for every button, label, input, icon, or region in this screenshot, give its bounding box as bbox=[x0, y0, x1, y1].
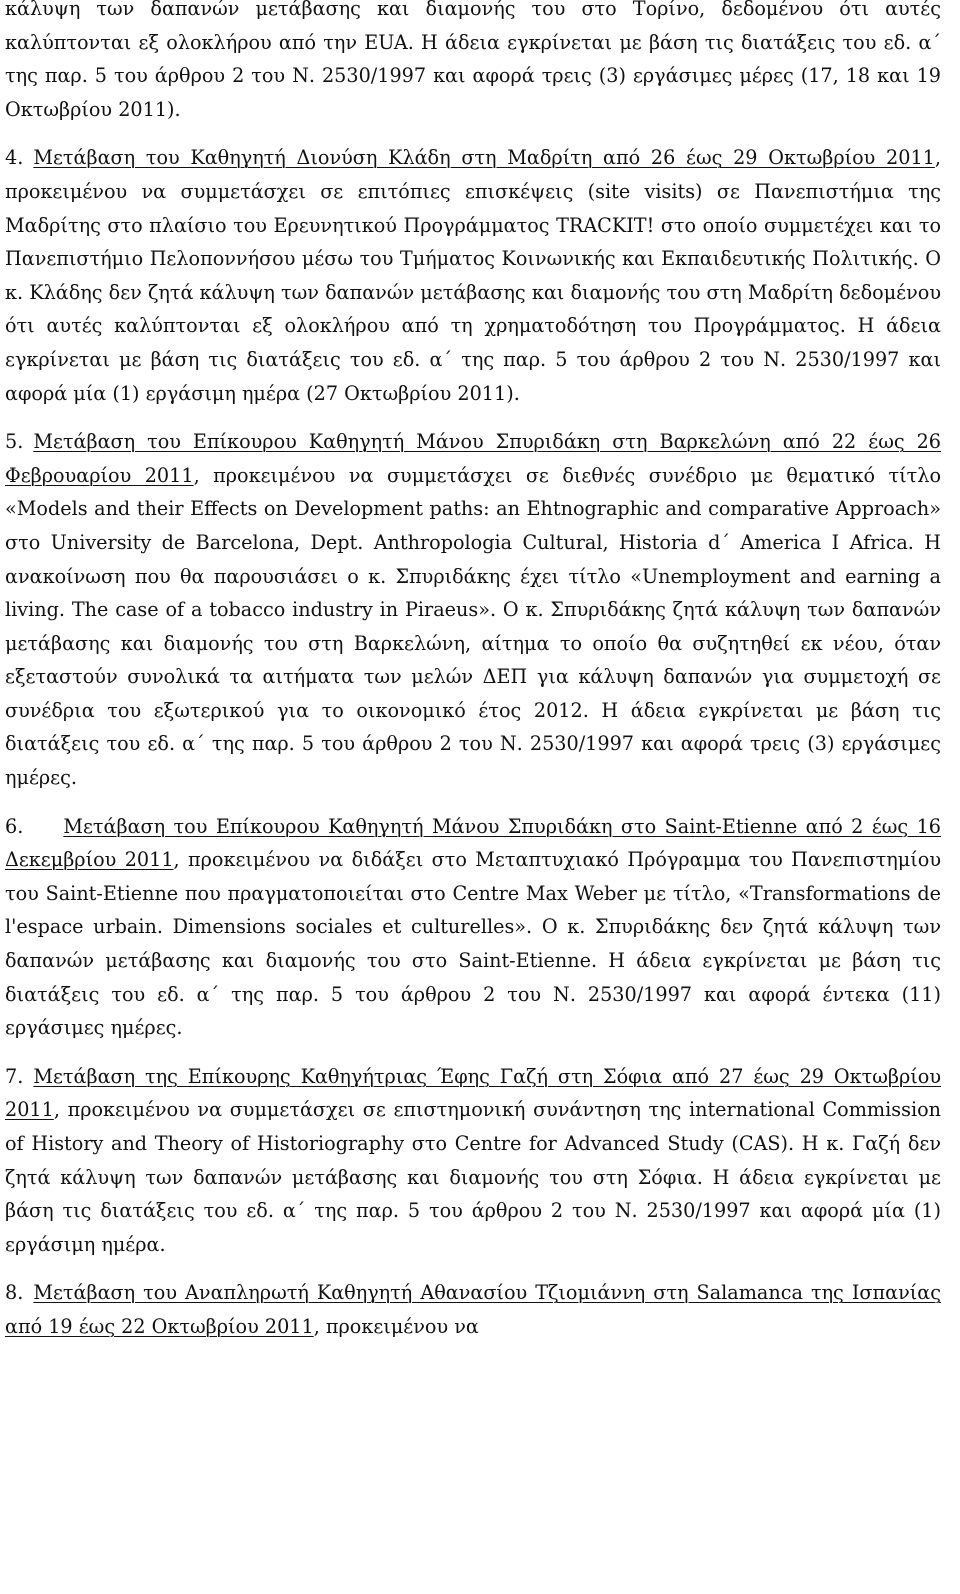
paragraph-4 bbox=[5, 141, 941, 410]
paragraph-number: 8. bbox=[5, 1281, 24, 1305]
paragraph-title: Μετάβαση του Επίκουρου Καθηγητή Μάνου Σπυριδάκη στη Βαρκελώνη από 22 έως 26 Φεβρουαρίου 2011 bbox=[5, 430, 941, 487]
paragraph-body: , προκειμένου να συμμετάσχει σε επιστημονική συνάντηση της international Commission of History and Theory of Historiography στο Centre for Advanced Study (CAS). Η κ. Γαζή δεν ζητά κάλυψη των δαπανών μετάβασης και διαμονής του στη Σόφια. Η άδεια εγκρίνεται με βάση τις διατάξεις του εδ. α΄ της παρ. 5 του άρθρου 2 του Ν. 2530/1997 και αφορά μία (1) εργάσιμη ημέρα. bbox=[5, 1098, 941, 1256]
paragraph-7 bbox=[5, 1060, 941, 1262]
paragraph-number: 5. bbox=[5, 430, 24, 454]
paragraph-title: Μετάβαση του Καθηγητή Διονύση Κλάδη στη Μαδρίτη από 26 έως 29 Οκτωβρίου 2011 bbox=[33, 146, 935, 170]
paragraph-body: , προκειμένου να συμμετάσχει σε επιτόπιες επισκέψεις (site visits) σε Πανεπιστήμια της Μαδρίτης στο πλαίσιο του Ερευνητικού Προγράμματος TRACKIT! στο οποίο συμμετέχει και το Πανεπιστήμιο Πελοποννήσου μέσω του Τμήματος Κοινωνικής και Εκπαιδευτικής Πολιτικής. Ο κ. Κλάδης δεν ζητά κάλυψη των δαπανών μετάβασης και διαμονής του στη Μαδρίτη δεδομένου ότι αυτές καλύπτονται εξ ολοκλήρου από τη χρηματοδότηση του Προγράμματος. Η άδεια εγκρίνεται με βάση τις διατάξεις του εδ. α΄ της παρ. 5 του άρθρου 2 του Ν. 2530/1997 και αφορά μία (1) εργάσιμη ημέρα (27 Οκτωβρίου 2011). bbox=[5, 146, 941, 405]
paragraph-title: Μετάβαση του Επίκουρου Καθηγητή Μάνου Σπυριδάκη στο Saint-Etienne από 2 έως 16 Δεκεμβρίου 2011 bbox=[5, 814, 941, 872]
paragraph-title: Μετάβαση του Αναπληρωτή Καθηγητή Αθανασίου Τζιομιάννη στη Salamanca της Ισπανίας από 19 έως 22 Οκτωβρίου 2011 bbox=[5, 1281, 941, 1338]
paragraph-title: Μετάβαση της Επίκουρης Καθηγήτριας Έφης Γαζή στη Σόφια από 27 έως 29 Οκτωβρίου 2011 bbox=[5, 1064, 941, 1122]
paragraph-number: 6. bbox=[5, 814, 24, 838]
paragraph-5 bbox=[5, 425, 941, 795]
paragraph-continuation bbox=[5, 0, 941, 126]
paragraph-number: 7. bbox=[5, 1064, 24, 1088]
paragraph-number: 4. bbox=[5, 146, 24, 170]
paragraph-6 bbox=[5, 810, 941, 1045]
paragraph-body: , προκειμένου να διδάξει στο Μεταπτυχιακό Πρόγραμμα του Πανεπιστημίου του Saint-Etienne που πραγματοποιείται στο Centre Max Weber με τίτλο, «Transformations de l'espace urbain. Dimensions sociales et culturelles». Ο κ. Σπυριδάκης δεν ζητά κάλυψη των δαπανών μετάβασης και διαμονής του στο Saint-Etienne. Η άδεια εγκρίνεται με βάση τις διατάξεις του εδ. α΄ της παρ. 5 του άρθρου 2 του Ν. 2530/1997 και αφορά έντεκα (11) εργάσιμες ημέρες. bbox=[5, 848, 941, 1040]
paragraph-body: , προκειμένου να συμμετάσχει σε διεθνές συνέδριο με θεματικό τίτλο «Models and their Effects on Development paths: an Ehtnographic and comparative Approach» στο University de Barcelona, Dept. Anthropologia Cultural, Historia d΄ America I Africa. Η ανακοίνωση που θα παρουσιάσει ο κ. Σπυριδάκης έχει τίτλο «Unemployment and earning a living. The case of a tobacco industry in Piraeus». Ο κ. Σπυριδάκης ζητά κάλυψη των δαπανών μετάβασης και διαμονής του στη Βαρκελώνη, αίτημα το οποίο θα συζητηθεί εκ νέου, όταν εξεταστούν συνολικά τα αιτήματα των μελών ΔΕΠ για κάλυψη δαπανών για συμμετοχή σε συνέδρια του εξωτερικού για το οικονομικό έτος 2012. Η άδεια εγκρίνεται με βάση τις διατάξεις του εδ. α΄ της παρ. 5 του άρθρου 2 του Ν. 2530/1997 και αφορά τρεις (3) εργάσιμες ημέρες. bbox=[5, 463, 941, 790]
paragraph-8 bbox=[5, 1276, 941, 1343]
paragraph-body: , προκειμένου να bbox=[313, 1314, 479, 1338]
document-page bbox=[5, 0, 941, 1344]
paragraph-body: κάλυψη των δαπανών μετάβασης και διαμονής του στο Τορίνο, δεδομένου ότι αυτές καλύπτονται εξ ολοκλήρου από την EUA. Η άδεια εγκρίνεται με βάση τις διατάξεις του εδ. α΄ της παρ. 5 του άρθρου 2 του Ν. 2530/1997 και αφορά τρεις (3) εργάσιμες μέρες (17, 18 και 19 Οκτωβρίου 2011). bbox=[5, 0, 941, 121]
